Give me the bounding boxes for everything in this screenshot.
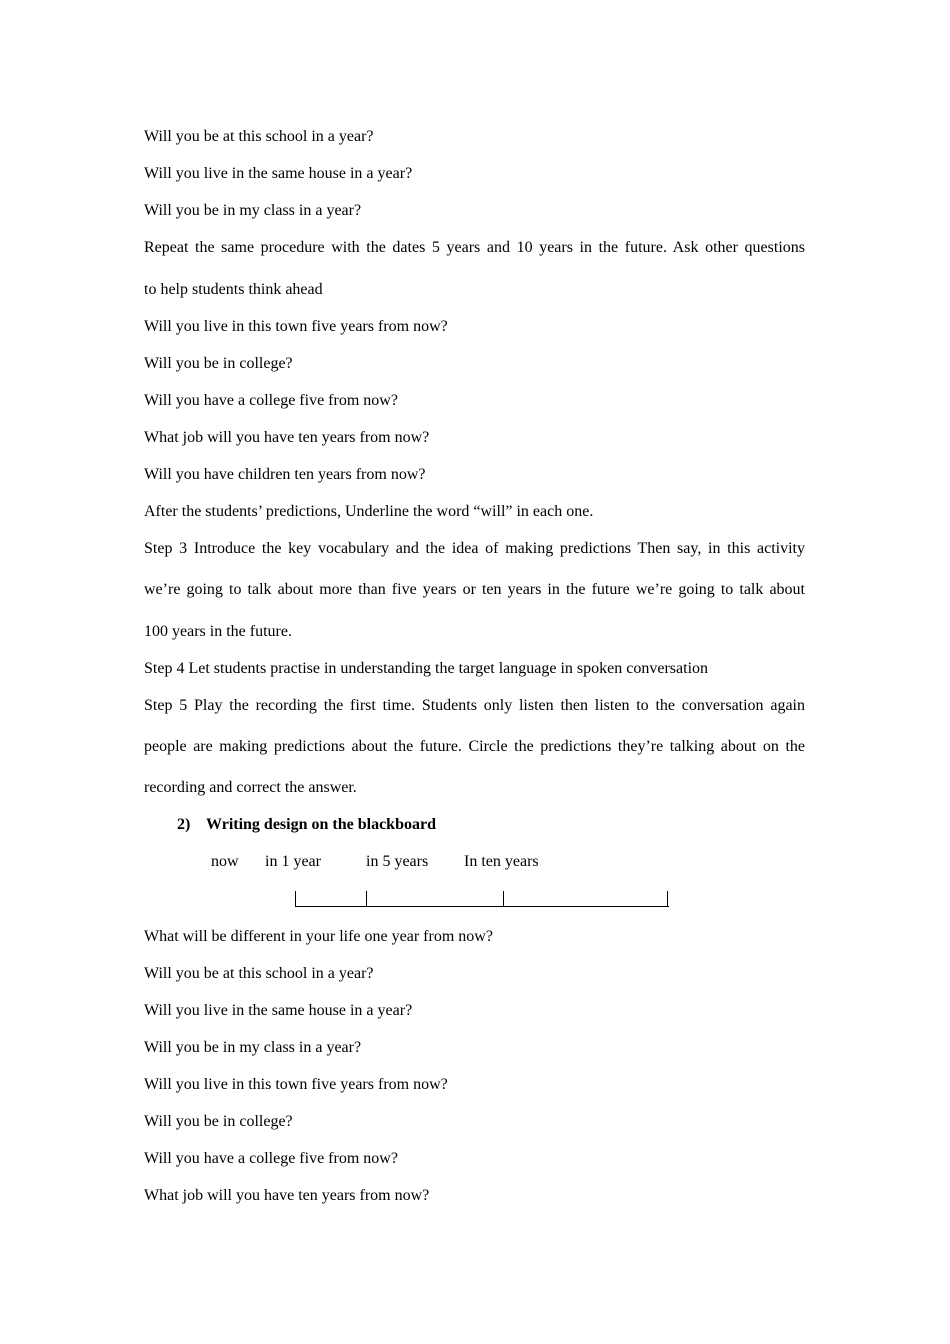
intro-question: Will you be in my class in a year? xyxy=(144,202,362,219)
repeat-paragraph-text: Repeat the same procedure with the dates 5 years and 10 years in the future. Ask other questions xyxy=(144,239,805,256)
step3-text: we’re going to talk about more than five years or ten years in the future we’re going to talk about xyxy=(144,581,805,598)
section-heading xyxy=(177,815,436,835)
blackboard-question: Will you be in my class in a year? xyxy=(144,1039,362,1056)
timeline-label-ten-years: In ten years xyxy=(464,853,539,870)
timeline-line xyxy=(295,888,669,910)
timeline-label-now: now xyxy=(211,853,239,870)
repeat-paragraph-line xyxy=(144,238,805,258)
blackboard-question: What job will you have ten years from now? xyxy=(144,1187,430,1204)
blackboard-question: Will you have a college five from now? xyxy=(144,1150,398,1167)
future-question: Will you have children ten years from now? xyxy=(144,466,426,483)
future-question: Will you be in college? xyxy=(144,355,293,372)
step5-line xyxy=(144,737,805,757)
section-number: 2) xyxy=(177,816,191,833)
timeline-label-1-year: in 1 year xyxy=(265,853,321,870)
blackboard-question: Will you be at this school in a year? xyxy=(144,965,374,982)
step3-text: Step 3 Introduce the key vocabulary and the idea of making predictions Then say, in this activity xyxy=(144,540,805,557)
blackboard-question: Will you be in college? xyxy=(144,1113,293,1130)
blackboard-question: Will you live in this town five years from now? xyxy=(144,1076,448,1093)
timeline-baseline xyxy=(295,906,669,907)
timeline-tick xyxy=(503,891,504,907)
repeat-paragraph-line: to help students think ahead xyxy=(144,281,323,298)
step3-line xyxy=(144,580,805,600)
intro-question: Will you be at this school in a year? xyxy=(144,128,374,145)
future-question: Will you live in this town five years from now? xyxy=(144,318,448,335)
step5-line: recording and correct the answer. xyxy=(144,779,357,796)
intro-question: Will you live in the same house in a year? xyxy=(144,165,413,182)
timeline-label-5-years: in 5 years xyxy=(366,853,429,870)
step5-line xyxy=(144,696,805,716)
step4-line: Step 4 Let students practise in understanding the target language in spoken conversation xyxy=(144,660,709,677)
blackboard-question: Will you live in the same house in a year? xyxy=(144,1002,413,1019)
timeline-tick xyxy=(295,891,296,907)
blackboard-question: What will be different in your life one year from now? xyxy=(144,928,493,945)
timeline-tick xyxy=(366,891,367,907)
future-question: What job will you have ten years from now? xyxy=(144,429,430,446)
timeline-tick xyxy=(667,891,668,907)
step5-text: Step 5 Play the recording the first time. Students only listen then listen to the conversation again xyxy=(144,697,805,714)
step3-line: 100 years in the future. xyxy=(144,623,292,640)
underline-instruction: After the students’ predictions, Underline the word “will” in each one. xyxy=(144,503,594,520)
step3-line xyxy=(144,539,805,559)
section-title: Writing design on the blackboard xyxy=(206,816,436,833)
step5-text: people are making predictions about the future. Circle the predictions they’re talking about on the xyxy=(144,738,805,755)
future-question: Will you have a college five from now? xyxy=(144,392,398,409)
